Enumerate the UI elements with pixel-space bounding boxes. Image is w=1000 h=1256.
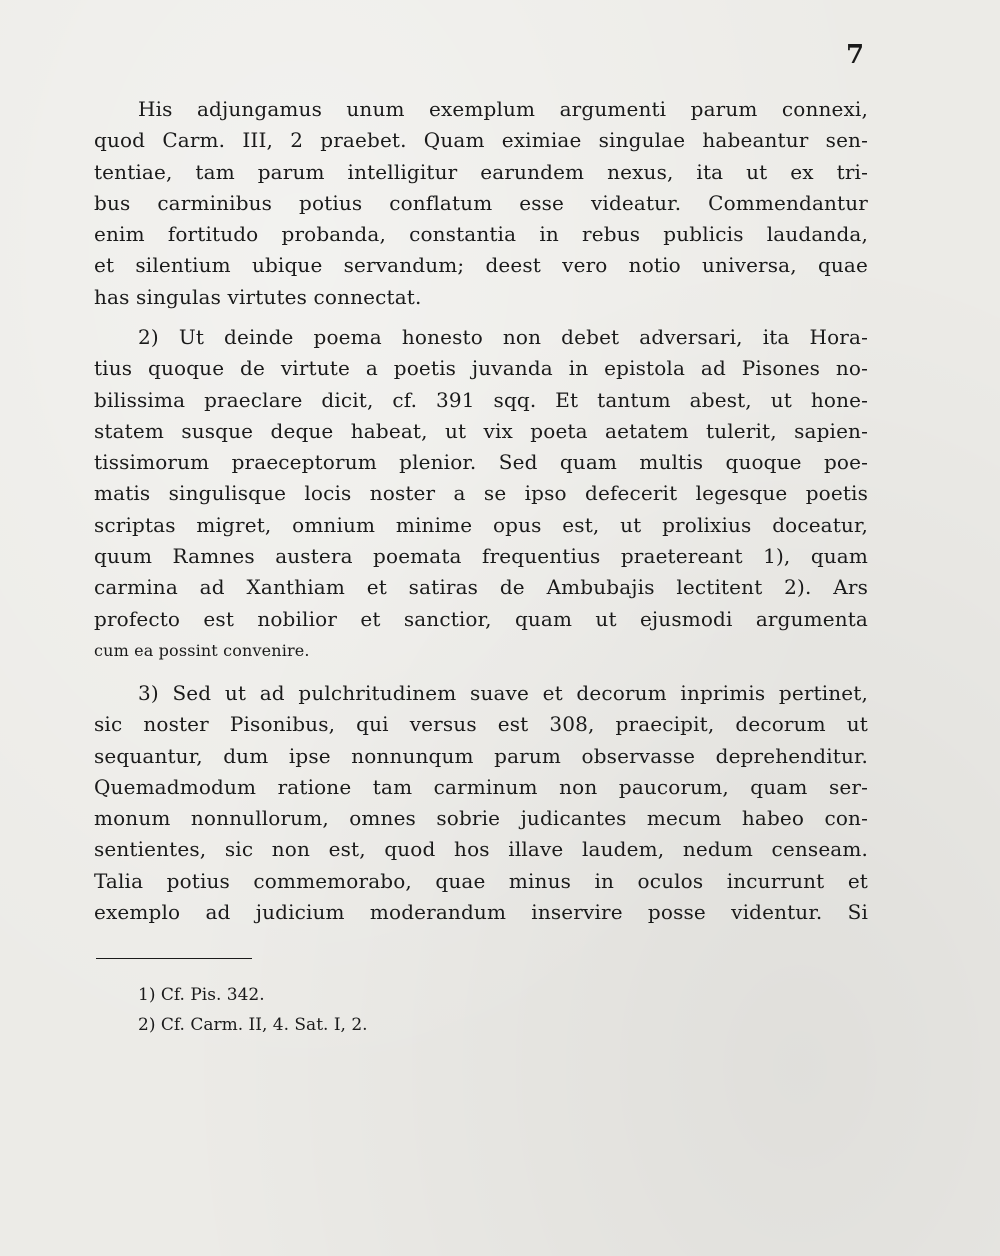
text-line: bilissima praeclare dicit, cf. 391 sqq. Et tantum abest, ut hone-	[94, 387, 868, 412]
text-line: sentientes, sic non est, quod hos illave laudem, nedum censeam.	[94, 837, 868, 862]
text-line: monum nonnullorum, omnes sobrie judicantes mecum habeo con-	[94, 806, 868, 831]
text-line: exemplo ad judicium moderandum inservire posse videntur. Si	[94, 900, 868, 925]
footnote: 1) Cf. Pis. 342.	[138, 985, 265, 1005]
text-line: has singulas virtutes connectat.	[94, 284, 422, 309]
footnote-divider	[96, 958, 252, 959]
text-line: enim fortitudo probanda, constantia in rebus publicis laudanda,	[94, 222, 868, 247]
text-line: matis singulisque locis noster a se ipso defecerit legesque poetis	[94, 481, 868, 506]
text-line: quod Carm. III, 2 praebet. Quam eximiae singulae habeantur sen-	[94, 128, 868, 153]
text-line: Quemadmodum ratione tam carminum non paucorum, quam ser-	[94, 774, 868, 799]
text-line: tius quoque de virtute a poetis juvanda in epistola ad Pisones no-	[94, 356, 868, 381]
text-line: bus carminibus potius conflatum esse videatur. Commendantur	[94, 190, 868, 215]
text-line: profecto est nobilior et sanctior, quam ut ejusmodi argumenta	[94, 606, 868, 631]
text-line: tissimorum praeceptorum plenior. Sed quam multis quoque poe-	[94, 450, 868, 475]
text-line: et silentium ubique servandum; deest vero notio universa, quae	[94, 253, 868, 278]
text-line: 2) Ut deinde poema honesto non debet adversari, ita Hora-	[138, 325, 868, 349]
paragraph-2	[94, 322, 868, 666]
paragraph-1	[94, 94, 868, 313]
text-line: Talia potius commemorabo, quae minus in oculos incurrunt et	[94, 868, 868, 893]
text-line: quum Ramnes austera poemata frequentius praetereant 1), quam	[94, 544, 868, 569]
text-line: His adjungamus unum exemplum argumenti parum connexi,	[138, 97, 868, 121]
text-line: sequantur, dum ipse nonnunqum parum observasse deprehenditur.	[94, 743, 868, 768]
footnote: 2) Cf. Carm. II, 4. Sat. I, 2.	[138, 1015, 368, 1035]
footnotes	[138, 980, 368, 1040]
text-line: tentiae, tam parum intelligitur earundem nexus, ita ut ex tri-	[94, 159, 868, 184]
text-line: 3) Sed ut ad pulchritudinem suave et decorum inprimis pertinet,	[138, 681, 868, 705]
text-line: cum ea possint convenire.	[94, 640, 310, 660]
text-line: scriptas migret, omnium minime opus est, ut prolixius doceatur,	[94, 512, 868, 537]
text-line: sic noster Pisonibus, qui versus est 308, praecipit, decorum ut	[94, 712, 868, 737]
text-line: carmina ad Xanthiam et satiras de Ambubajis lectitent 2). Ars	[94, 575, 868, 600]
page-number: 7	[846, 40, 865, 70]
text-line: statem susque deque habeat, ut vix poeta aetatem tulerit, sapien-	[94, 418, 868, 443]
paragraph-3	[94, 678, 868, 928]
